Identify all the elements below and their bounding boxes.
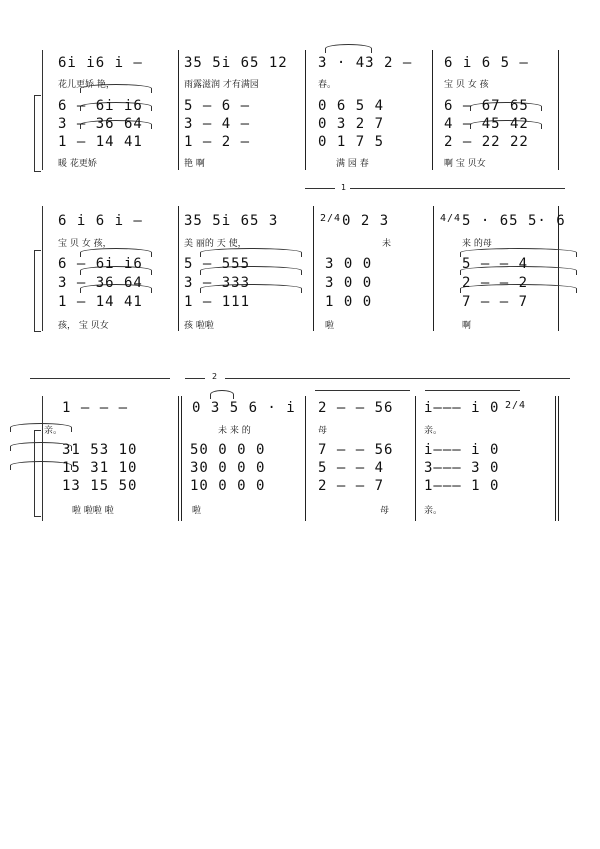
lyric-m3: 春。: [318, 80, 337, 90]
lyric-m2: 未 来 的: [218, 426, 251, 436]
system-1: [0, 40, 600, 180]
part3-m3: 2 — — 7: [318, 478, 385, 494]
part2-m2: 3 – 333: [184, 275, 251, 291]
part3-m2: 10 0 0 0: [190, 478, 266, 494]
lyric-m4: 亲。: [424, 426, 443, 436]
melody-m3: 0 2 3: [342, 213, 390, 229]
melody-m1: 6 i 6 i –: [58, 213, 143, 229]
system-bracket: [42, 206, 43, 331]
part2-m3: 0 3 2 7: [318, 116, 385, 132]
repeat-barline: [181, 396, 182, 521]
part3-m4: 7 – – 7: [462, 294, 529, 310]
volta-line: [305, 188, 335, 189]
barline: [432, 50, 433, 170]
part1-m4: 6 – 67 65: [444, 98, 529, 114]
volta-number: 1: [341, 183, 347, 192]
volta-line: [30, 378, 170, 379]
lyric-m3: 母: [318, 426, 328, 436]
part1-m2: 5 – 6 –: [184, 98, 251, 114]
part3-m4: 1——— 1 0: [424, 478, 500, 494]
melody-m2: 0 3 5 6 · i: [192, 400, 296, 416]
part1-m2: 50 0 0 0: [190, 442, 266, 458]
barline: [178, 206, 179, 331]
volta-line: [185, 378, 205, 379]
bottom-lyric-m1: 啦 啦啦 啦: [72, 506, 114, 516]
part3-m1: 13 15 50: [62, 478, 138, 494]
part1-m3: 3 0 0: [325, 256, 373, 272]
part1-m1: 6 – 6i i6: [58, 256, 143, 272]
system-bracket: [42, 396, 43, 521]
system-bracket: [42, 50, 43, 170]
part2-m1: 15 31 10: [62, 460, 138, 476]
melody-m2: 35 5i 65 12: [184, 55, 288, 71]
choir-brace: [34, 250, 41, 332]
melody-m1: 1 — — —: [62, 400, 129, 416]
melody-m4: i——— i 0: [424, 400, 500, 416]
part3-m4: 2 – 22 22: [444, 134, 529, 150]
lyric-m4: 宝 贝 女 孩: [444, 80, 489, 90]
barline: [558, 50, 559, 170]
part1-m3: 0 6 5 4: [318, 98, 385, 114]
melody-m4: 5 · 65 5· 6: [462, 213, 566, 229]
part1-m1: 6 – 6i i6: [58, 98, 143, 114]
part2-m4: 2 – – 2: [462, 275, 529, 291]
bottom-lyric-m4: 啊: [462, 321, 472, 331]
lyric-m2: 美 丽的 天 使，: [184, 239, 247, 249]
lyric-m4: 来 的母: [462, 239, 492, 249]
time-signature: 4/4: [440, 213, 462, 224]
final-barline: [555, 396, 556, 521]
part1-m2: 5 – 555: [184, 256, 251, 272]
part3-m2: 1 – 2 –: [184, 134, 251, 150]
choir-brace: [34, 95, 41, 172]
lyric-m3: 未: [382, 239, 392, 249]
volta-number: 2: [212, 372, 218, 381]
slur: [325, 44, 372, 53]
time-signature: 2/4: [505, 400, 527, 411]
part1-m4: i——— i 0: [424, 442, 500, 458]
part1-m1: 31 53 10: [62, 442, 138, 458]
volta-line: [425, 390, 520, 391]
part3-m1: 1 – 14 41: [58, 294, 143, 310]
bottom-lyric-m2: 艳 啊: [184, 159, 205, 169]
bottom-lyric-m1: 暖 花更娇: [58, 159, 97, 169]
part2-m1: 3 – 36 64: [58, 116, 143, 132]
bottom-lyric-m1: 孩， 宝 贝女: [58, 321, 109, 331]
barline: [415, 396, 416, 521]
melody-m4: 6 i 6 5 –: [444, 55, 529, 71]
bottom-lyric-m4: 啊 宝 贝女: [444, 159, 486, 169]
melody-m2: 35 5i 65 3: [184, 213, 279, 229]
lyric-m2: 雨露滋润 才有满园: [184, 80, 259, 90]
part3-m2: 1 – 111: [184, 294, 251, 310]
bottom-lyric-m4: 亲。: [424, 506, 443, 516]
final-barline: [558, 396, 559, 521]
volta-line: [225, 378, 570, 379]
barline: [313, 206, 314, 331]
part2-m1: 3 – 36 64: [58, 275, 143, 291]
lyric-m1: 宝 贝 女 孩，: [58, 239, 112, 249]
part2-m4: 3——— 3 0: [424, 460, 500, 476]
part3-m1: 1 – 14 41: [58, 134, 143, 150]
part1-m3: 7 — — 56: [318, 442, 394, 458]
part2-m3: 3 0 0: [325, 275, 373, 291]
melody-m3: 2 — — 56: [318, 400, 394, 416]
bottom-lyric-m3: 啦: [325, 321, 335, 331]
system-2: [0, 178, 600, 338]
part2-m3: 5 — — 4: [318, 460, 385, 476]
volta-line: [350, 188, 565, 189]
lyric-m1: 亲。: [44, 426, 63, 436]
part2-m2: 3 – 4 –: [184, 116, 251, 132]
volta-line: [315, 390, 410, 391]
barline: [433, 206, 434, 331]
part3-m3: 0 1 7 5: [318, 134, 385, 150]
bottom-lyric-m2: 孩 啦啦: [184, 321, 214, 331]
bottom-lyric-m3: 母: [380, 506, 390, 516]
lyric-m1: 花儿更娇 艳，: [58, 80, 115, 90]
part1-m4: 5 – – 4: [462, 256, 529, 272]
melody-m1: 6i i6 i –: [58, 55, 143, 71]
repeat-barline: [178, 396, 179, 521]
bottom-lyric-m2: 啦: [192, 506, 202, 516]
part2-m2: 30 0 0 0: [190, 460, 266, 476]
bottom-lyric-m3: 满 园 春: [336, 159, 369, 169]
time-signature: 2/4: [320, 213, 342, 224]
slur: [10, 423, 72, 432]
barline: [178, 50, 179, 170]
barline: [305, 50, 306, 170]
part3-m3: 1 0 0: [325, 294, 373, 310]
barline: [305, 396, 306, 521]
part2-m4: 4 – 45 42: [444, 116, 529, 132]
melody-m3: 3 · 43 2 –: [318, 55, 413, 71]
slur: [210, 390, 234, 399]
system-3: [0, 368, 600, 528]
